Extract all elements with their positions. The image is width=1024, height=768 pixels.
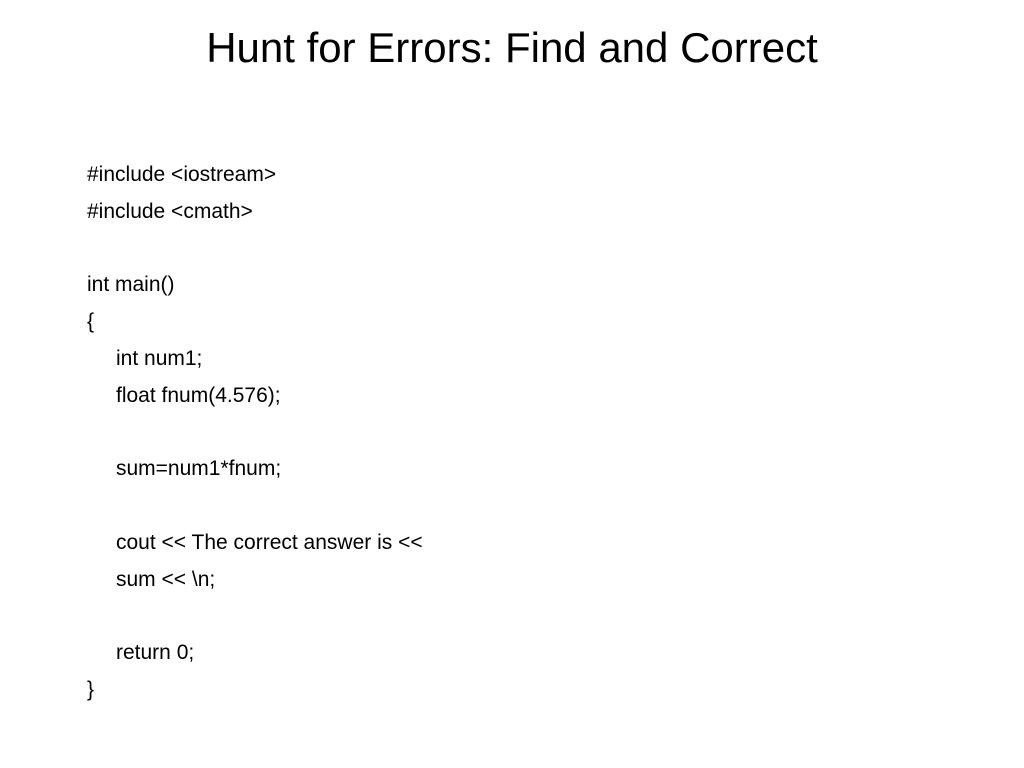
code-line: #include <cmath> [87, 199, 253, 223]
code-line: sum << \n; [116, 567, 216, 591]
code-line [87, 231, 423, 268]
code-line: } [87, 678, 95, 702]
code-line [87, 415, 423, 452]
code-line: #include <iostream> [87, 163, 277, 186]
slide-title: Hunt for Errors: Find and Correct [206, 24, 818, 71]
code-line: cout << The correct answer is << [116, 530, 423, 554]
code-line: { [87, 310, 95, 334]
code-line: int num1; [116, 346, 203, 370]
code-line: int main() [87, 273, 175, 297]
code-line: return 0; [116, 641, 195, 665]
code-line: sum=num1*fnum; [116, 457, 282, 481]
code-line [87, 599, 423, 636]
code-line [87, 488, 423, 525]
code-line: float fnum(4.576); [116, 383, 281, 407]
code-listing [87, 157, 423, 709]
